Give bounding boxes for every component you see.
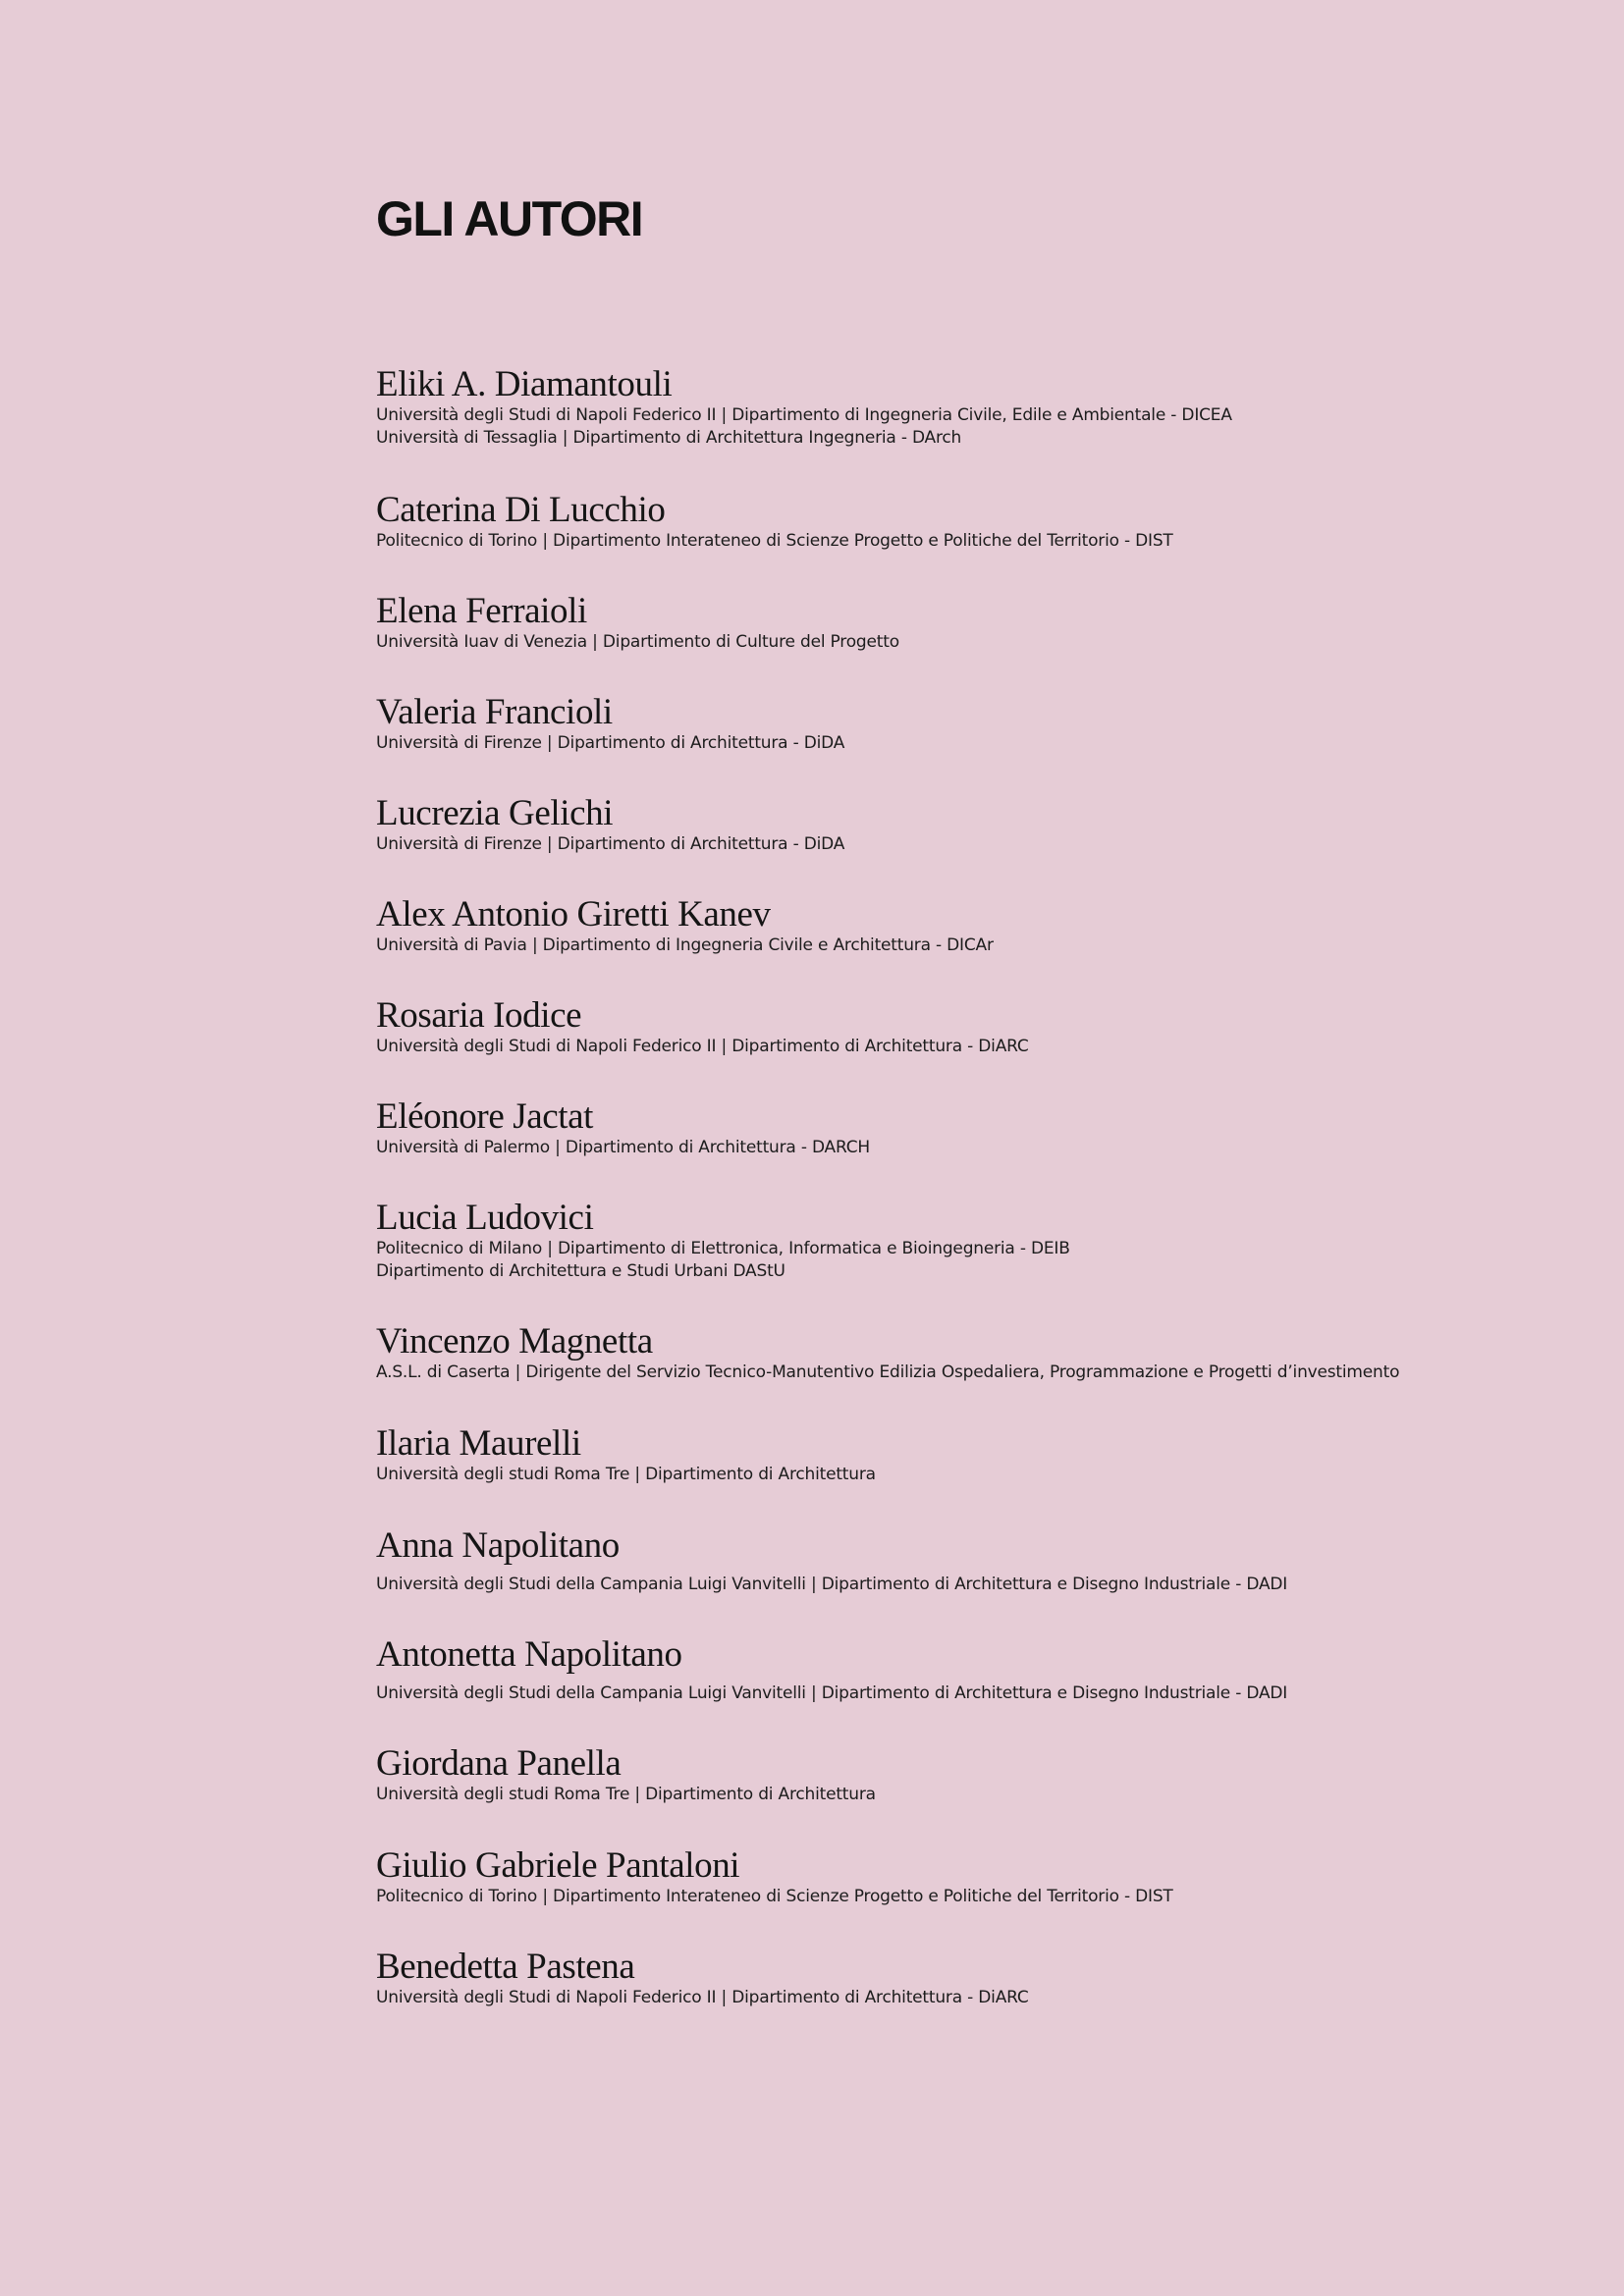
author-name: Eléonore Jactat — [376, 1096, 594, 1137]
author-affiliation: Università di Firenze | Dipartimento di Architettura - DiDA — [376, 834, 845, 854]
author-affiliation: Dipartimento di Architettura e Studi Urbani DAStU — [376, 1261, 785, 1281]
author-name: Vincenzo Magnetta — [376, 1321, 653, 1362]
author-name: Giordana Panella — [376, 1743, 622, 1784]
author-entry — [376, 1635, 1574, 1705]
author-affiliation: Università degli Studi della Campania Luigi Vanvitelli | Dipartimento di Architettura e Disegno Industriale - DADI — [376, 1683, 1288, 1703]
author-name: Anna Napolitano — [376, 1525, 620, 1566]
author-affiliation: Università di Palermo | Dipartimento di Architettura - DARCH — [376, 1138, 870, 1157]
author-affiliation: A.S.L. di Caserta | Dirigente del Servizio Tecnico-Manutentivo Edilizia Ospedaliera, Programmazione e Progetti d’investimento — [376, 1362, 1400, 1382]
author-name: Caterina Di Lucchio — [376, 490, 666, 530]
author-entry — [376, 1846, 1574, 1908]
author-entry — [376, 693, 1574, 755]
author-entry — [376, 1424, 1574, 1486]
author-name: Alex Antonio Giretti Kanev — [376, 894, 771, 934]
author-entry — [376, 1744, 1574, 1806]
author-affiliation: Università degli Studi di Napoli Federico II | Dipartimento di Ingegneria Civile, Edile e Ambientale - DICEA — [376, 405, 1232, 425]
author-entry — [376, 794, 1574, 856]
author-entry — [376, 491, 1574, 553]
page-title: GLI AUTORI — [376, 191, 643, 246]
author-entry — [376, 996, 1574, 1058]
author-name: Ilaria Maurelli — [376, 1423, 581, 1464]
author-name: Lucia Ludovici — [376, 1198, 594, 1238]
author-affiliation: Università degli studi Roma Tre | Dipartimento di Architettura — [376, 1785, 876, 1804]
author-affiliation: Università degli Studi di Napoli Federico II | Dipartimento di Architettura - DiARC — [376, 1037, 1029, 1056]
author-name: Giulio Gabriele Pantaloni — [376, 1845, 740, 1886]
author-name: Elena Ferraioli — [376, 591, 587, 631]
author-name: Benedetta Pastena — [376, 1947, 635, 1987]
author-entry — [376, 1948, 1574, 2009]
author-name: Eliki A. Diamantouli — [376, 364, 673, 404]
author-name: Valeria Francioli — [376, 692, 613, 732]
author-entry — [376, 1322, 1574, 1384]
author-name: Lucrezia Gelichi — [376, 793, 614, 833]
author-entry — [376, 1526, 1574, 1596]
author-affiliation: Università degli Studi della Campania Luigi Vanvitelli | Dipartimento di Architettura e Disegno Industriale - DADI — [376, 1575, 1288, 1594]
author-affiliation: Università di Tessaglia | Dipartimento di Architettura Ingegneria - DArch — [376, 428, 962, 448]
author-entry — [376, 592, 1574, 654]
author-affiliation: Università degli studi Roma Tre | Dipartimento di Architettura — [376, 1465, 876, 1484]
author-affiliation: Politecnico di Milano | Dipartimento di Elettronica, Informatica e Bioingegneria - DEIB — [376, 1239, 1070, 1258]
author-name: Rosaria Iodice — [376, 995, 582, 1036]
author-entry — [376, 1097, 1574, 1159]
author-entry — [376, 365, 1574, 450]
author-affiliation: Università di Pavia | Dipartimento di Ingegneria Civile e Architettura - DICAr — [376, 935, 994, 955]
author-affiliation: Politecnico di Torino | Dipartimento Interateneo di Scienze Progetto e Politiche del Territorio - DIST — [376, 1887, 1173, 1906]
author-entry — [376, 895, 1574, 957]
author-name: Antonetta Napolitano — [376, 1634, 682, 1675]
author-affiliation: Università Iuav di Venezia | Dipartimento di Culture del Progetto — [376, 632, 899, 652]
author-affiliation: Università degli Studi di Napoli Federico II | Dipartimento di Architettura - DiARC — [376, 1988, 1029, 2007]
author-entry — [376, 1199, 1574, 1283]
author-affiliation: Università di Firenze | Dipartimento di Architettura - DiDA — [376, 733, 845, 753]
author-affiliation: Politecnico di Torino | Dipartimento Interateneo di Scienze Progetto e Politiche del Territorio - DIST — [376, 531, 1173, 551]
